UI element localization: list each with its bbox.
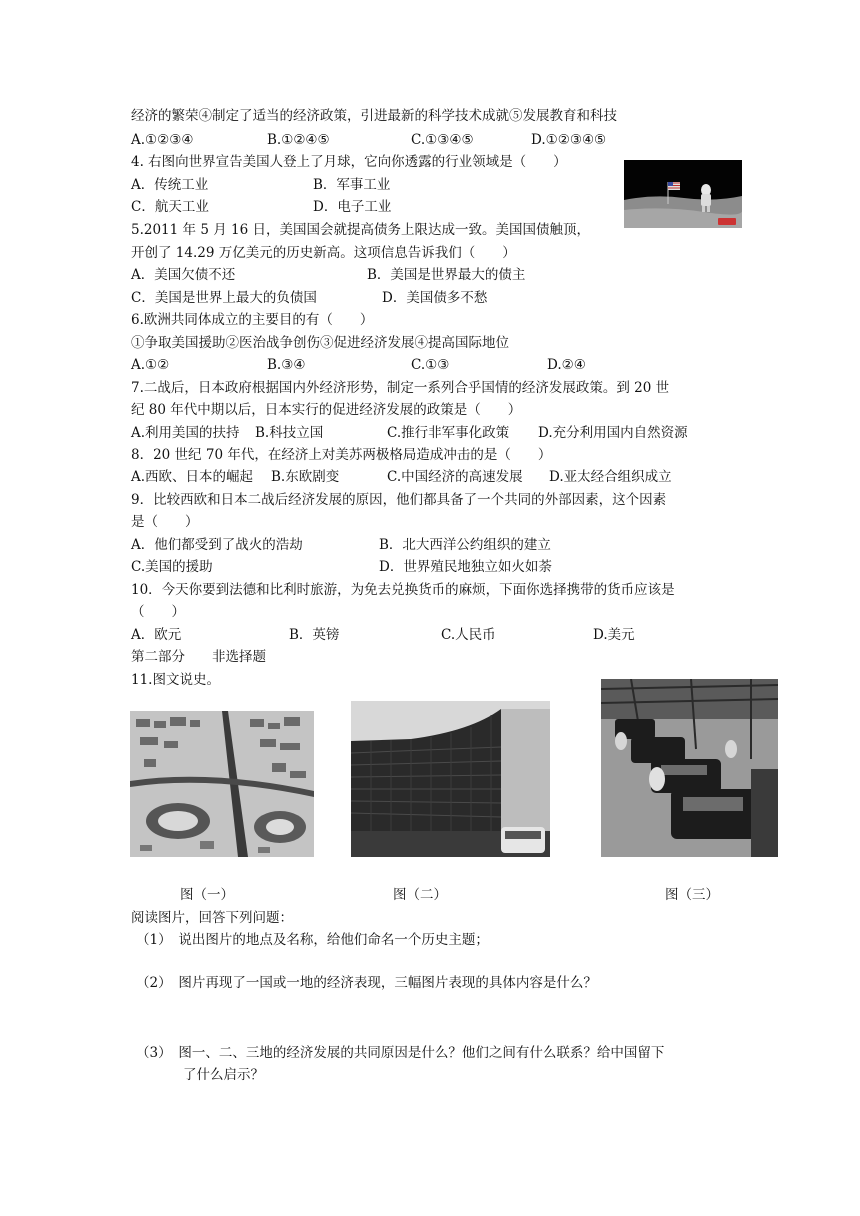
q10-option-c: C.人民币 — [441, 627, 496, 643]
q9-stem-line2: 是（ ） — [131, 514, 199, 530]
q10-option-d: D.美元 — [593, 627, 635, 643]
q10-option-b: B．英镑 — [289, 627, 340, 643]
q6-option-b: B.③④ — [267, 357, 306, 373]
figure-3-caption: 图（三） — [665, 887, 719, 903]
q3-option-a: A.①②③④ — [131, 132, 194, 148]
q5-option-c: C．美国是世界上最大的负债国 — [131, 290, 317, 306]
q4-option-c: C．航天工业 — [131, 199, 209, 215]
q5-option-b: B．美国是世界最大的债主 — [367, 267, 526, 283]
q8-option-b: B.东欧剧变 — [271, 469, 340, 485]
q10-option-a: A．欧元 — [131, 627, 182, 643]
q3-option-c: C.①③④⑤ — [411, 132, 474, 148]
q6-option-d: D.②④ — [547, 357, 586, 373]
q4-option-b: B．军事工业 — [313, 177, 391, 193]
q9-stem-line1: 9．比较西欧和日本二战后经济发展的原因，他们都具备了一个共同的外部因素，这个因素 — [131, 492, 667, 508]
q6-stem: 6.欧洲共同体成立的主要目的有（ ） — [131, 312, 374, 328]
q7-option-c: C.推行非军事化政策 — [387, 425, 510, 441]
q6-option-a: A.①② — [131, 357, 170, 373]
figure-2-caption: 图（二） — [393, 887, 447, 903]
q9-option-c: C.美国的援助 — [131, 559, 213, 575]
figure-2-curved-building-photo — [351, 701, 550, 857]
q9-option-b: B．北大西洋公约组织的建立 — [379, 537, 551, 553]
q7-option-b: B.科技立国 — [255, 425, 324, 441]
q8-option-a: A.西欧、日本的崛起 — [131, 469, 254, 485]
figure-1-aerial-city-photo — [130, 711, 314, 857]
q4-option-d: D．电子工业 — [313, 199, 392, 215]
q8-stem: 8．20 世纪 70 年代，在经济上对美苏两极格局造成冲击的是（ ） — [131, 447, 552, 463]
q5-stem-line1: 5.2011 年 5 月 16 日，美国国会就提高债务上限达成一致。美国国债触顶， — [131, 222, 590, 238]
figure-1-caption: 图（一） — [180, 887, 234, 903]
q6-option-c: C.①③ — [411, 357, 450, 373]
q7-option-d: D.充分利用国内自然资源 — [538, 425, 688, 441]
q5-option-a: A．美国欠债不还 — [131, 267, 236, 283]
q7-stem-line1: 7.二战后，日本政府根据国内外经济形势，制定一系列合乎国情的经济发展政策。到 20 世 — [131, 380, 670, 396]
q7-stem-line2: 纪 80 年代中期以后，日本实行的促进经济发展的政策是（ ） — [131, 402, 522, 418]
q11-reading-instruction: 阅读图片，回答下列问题： — [131, 910, 293, 926]
q11-subquestion-1: （1） 说出图片的地点及名称，给他们命名一个历史主题； — [136, 932, 489, 948]
q11-subquestion-3-line1: （3） 图一、二、三地的经济发展的共同原因是什么？他们之间有什么联系？给中国留下 — [136, 1045, 665, 1061]
q11-subquestion-3-line2: 了什么启示？ — [183, 1067, 264, 1083]
q5-stem-line2: 开创了 14.29 万亿美元的历史新高。这项信息告诉我们（ ） — [131, 245, 516, 261]
part-two-heading: 第二部分 非选择题 — [131, 649, 266, 665]
q3-stem-tail: 经济的繁荣④制定了适当的经济政策，引进最新的科学技术成就⑤发展教育和科技 — [131, 108, 617, 124]
q3-option-b: B.①②④⑤ — [267, 132, 330, 148]
figure-3-car-assembly-line-photo — [601, 679, 778, 857]
q5-option-d: D．美国债多不愁 — [382, 290, 488, 306]
q10-stem-line1: 10．今天你要到法德和比利时旅游，为免去兑换货币的麻烦，下面你选择携带的货币应该是 — [131, 582, 675, 598]
q8-option-d: D.亚太经合组织成立 — [549, 469, 672, 485]
q10-stem-line2: （ ） — [131, 604, 185, 620]
moon-landing-photo — [624, 160, 742, 228]
q3-option-d: D.①②③④⑤ — [531, 132, 607, 148]
q4-stem: 4. 右图向世界宣告美国人登上了月球，它向你透露的行业领域是（ ） — [131, 154, 567, 170]
q4-option-a: A．传统工业 — [131, 177, 209, 193]
q6-items: ①争取美国援助②医治战争创伤③促进经济发展④提高国际地位 — [131, 335, 509, 351]
q8-option-c: C.中国经济的高速发展 — [387, 469, 523, 485]
q7-option-a: A.利用美国的扶持 — [131, 425, 240, 441]
q9-option-d: D．世界殖民地独立如火如荼 — [379, 559, 552, 575]
q11-subquestion-2: （2） 图片再现了一国或一地的经济表现，三幅图片表现的具体内容是什么？ — [136, 975, 597, 991]
q11-stem: 11.图文说史。 — [131, 672, 220, 688]
q9-option-a: A．他们都受到了战火的浩劫 — [131, 537, 303, 553]
